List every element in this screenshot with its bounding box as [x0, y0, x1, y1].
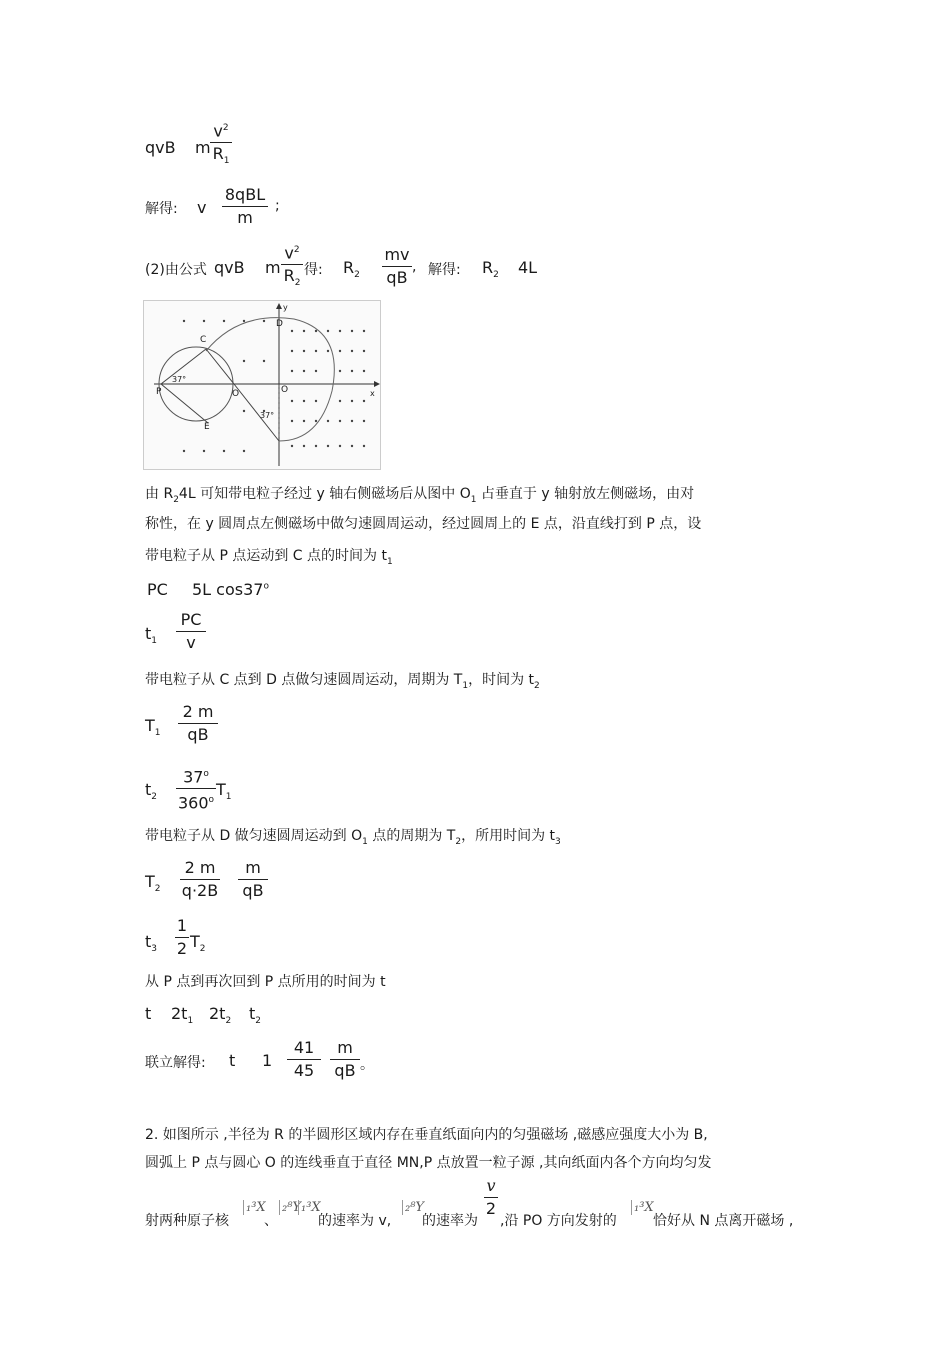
eq1-fraction: $v^2$ $R_1$ — [210, 118, 232, 172]
q2-line3d: ,沿 PO 方向发射的 — [500, 1213, 617, 1229]
nucleus-x-glyph-2: ₁³X — [298, 1200, 321, 1215]
para2: 带电粒子从 C 点到 D 点做匀速圆周运动，周期为 $T_1$，时间为 $t_2$ — [145, 672, 540, 691]
t3-lhs: $t_3$ — [145, 932, 158, 955]
eq1-lhs: qvB — [145, 138, 176, 157]
pc-lhs: PC — [147, 580, 168, 599]
q2-sep: 、 — [264, 1213, 278, 1229]
t2-fraction: 37$^o$ 360$^o$ — [177, 767, 215, 813]
q2-line3a: 射两种原子核 — [145, 1213, 229, 1229]
q2-line2: 圆弧上 P 点与圆心 O 的连线垂直于直径 MN,P 点放置一粒子源 ,其向纸面内各个方向均匀发 — [145, 1155, 712, 1171]
t1-fraction: PC v — [176, 610, 206, 653]
tsum-t: t — [145, 1004, 152, 1023]
pc-rhs: 5L cos37$^o$ — [192, 580, 269, 599]
para4: 从 P 点到再次回到 P 点所用的时间为 t — [145, 974, 386, 990]
final-fraction1: 41 45 — [287, 1038, 321, 1081]
para3: 带电粒子从 D 做匀速圆周运动到 $O_1$ 点的周期为 $T_2$，所用时间为 $t_3$ — [145, 828, 561, 847]
final-fraction2: m qB — [330, 1038, 360, 1081]
T2-lhs: $T_2$ — [145, 872, 161, 895]
fig-axis-x: x — [370, 389, 375, 398]
sol1-fraction: 8qBL m — [222, 185, 268, 228]
final-label: 联立解得: — [145, 1055, 206, 1071]
final-one: 1 — [262, 1051, 273, 1070]
part2-comma: , — [412, 259, 417, 275]
part2-fraction1: $v^2$ $R_2$ — [281, 240, 303, 294]
tsum-b: $2t_2$ — [209, 1004, 232, 1027]
eq1-m: m — [195, 138, 211, 157]
T1-lhs: $T_1$ — [145, 716, 161, 739]
final-end: 。 — [360, 1057, 374, 1073]
part2-solve: 解得: — [428, 262, 461, 278]
fig-angle-2: 37° — [260, 411, 275, 420]
q2-line3c: 的速率为 — [422, 1213, 478, 1229]
part2-r2: $R_2$ — [343, 258, 360, 281]
t3-fraction: 1 2 — [176, 916, 188, 958]
tsum-a: $2t_1$ — [171, 1004, 194, 1027]
sol1-end: ; — [275, 198, 280, 214]
part2-qvb: qvB — [214, 258, 245, 277]
tsum-c: $t_2$ — [249, 1004, 262, 1027]
part2-m: m — [265, 258, 281, 277]
fig-label-o1: O — [232, 389, 240, 399]
t3-after: $T_2$ — [190, 932, 206, 955]
fig-label-e: E — [204, 422, 210, 432]
fig-label-p: P — [156, 387, 162, 397]
nucleus-y-glyph: ₂⁸Y — [279, 1200, 301, 1215]
para1-line2: 称性，在 y 圆周点左侧磁场中做匀速圆周运动，经过圆周上的 E 点，沿直线打到 P 点，设 — [145, 516, 702, 532]
t2-after: $T_1$ — [216, 780, 232, 803]
t2-lhs: $t_2$ — [145, 780, 158, 803]
q2-line3b: 的速率为 v, — [318, 1213, 392, 1229]
fig-axis-y: y — [283, 303, 288, 312]
fig-label-d: D — [276, 319, 283, 329]
sol1-label: 解得: — [145, 201, 178, 217]
fig-label-o: O — [281, 385, 289, 395]
part2-prefix: (2)由公式 — [145, 262, 207, 278]
t1-lhs: $t_1$ — [145, 624, 158, 647]
trajectory-diagram — [144, 301, 380, 469]
fig-label-c: C — [200, 335, 207, 345]
trajectory-figure — [143, 300, 381, 470]
fig-angle-1: 37° — [172, 375, 187, 384]
part2-val: 4L — [518, 258, 538, 277]
nucleus-x-glyph: ₁³X — [243, 1200, 266, 1215]
q2-line3e: 恰好从 N 点离开磁场 , — [653, 1213, 794, 1229]
part2-get: 得: — [304, 262, 323, 278]
T2-fraction1: 2 m q·2B — [181, 858, 219, 900]
nucleus-y-glyph-2: ₂⁸Y — [402, 1200, 424, 1215]
sol1-v: v — [197, 198, 207, 217]
T2-fraction2: m qB — [238, 858, 268, 901]
T1-fraction: 2 m qB — [178, 702, 218, 745]
part2-r2b: $R_2$ — [482, 258, 499, 281]
para1-line3: 带电粒子从 P 点运动到 C 点的时间为 $t_1$ — [145, 548, 393, 567]
final-t: t — [229, 1051, 236, 1070]
q2-line1: 2. 如图所示 ,半径为 R 的半圆形区域内存在垂直纸面向内的匀强磁场 ,磁感应强度大小为 B, — [145, 1127, 708, 1143]
nucleus-x-glyph-3: ₁³X — [631, 1200, 654, 1215]
para1-line1: 由 $R_24L$ 可知带电粒子经过 y 轴右侧磁场后从图中 $O_1$ 占垂直于 y 轴射放左侧磁场，由对 — [145, 486, 695, 505]
q2-v-half: v 2 — [485, 1176, 497, 1218]
part2-fraction2: mv qB — [382, 245, 412, 288]
